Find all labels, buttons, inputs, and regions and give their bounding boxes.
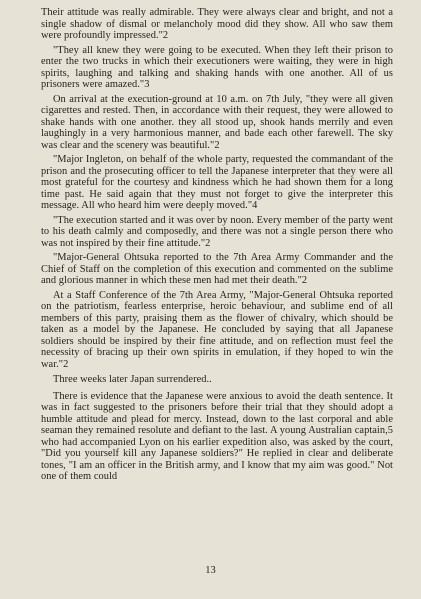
paragraph-8: Three weeks later Japan surrendered.. [53, 374, 212, 385]
paragraph-9: There is evidence that the Japanese were anxious to avoid the death sentence. It was in fact suggested to the prisoners before their trial that they should adopt a humble attitude and plead for mercy. Instead, down to the last corporal and able seaman they remained resolute and defiant to the last. A young Australian captain,5 who had accompanied Lyon on his earlier expedition also, was asked by the court, "Did you yourself kill any Japanese soldiers?" He replied in clear and deliberate tones, "I am an officer in the British army, and I know that my aim was good." Not one of them could [41, 390, 393, 482]
paragraph-6: "Major-General Ohtsuka reported to the 7th Area Army Commander and the Chief of Staff on the completion of this execution and commented on the sublime and glorious manner in which these men had met their death."2 [41, 252, 393, 286]
paragraph-2: "They all knew they were going to be executed. When they left their prison to enter the two trucks in which their executioners were waiting, they were in high spirits, laughing and talking and shaking hands with one another. All of us prisoners were amazed."3 [41, 44, 393, 90]
paragraph-3: On arrival at the execution-ground at 10 a.m. on 7th July, "they were all given cigarettes and rested. Then, in accordance with their request, they were allowed to shake hands with one another. they all stood up, shook hands merrily and even laughingly in a very harmonious manner, and bade each other farewell. The sky was clear and the scenery was beautiful."2 [41, 93, 393, 151]
paragraph-4: "Major Ingleton, on behalf of the whole party, requested the commandant of the prison and the prosecuting officer to tell the Japanese interpreter that they were all most grateful for the courtesy and kindness which he had shown them for a long time past. He said again that they must not forget to give the interpreter this message. All who heard him were deeply moved."4 [41, 154, 393, 211]
paragraph-5: "The execution started and it was over by noon. Every member of the party went to his death calmly and composedly, and there was not a single person there who was not inspired by their fine attitude."2 [41, 214, 393, 249]
paragraph-1: Their attitude was really admirable. They were always clear and bright, and not a single shadow of dismal or melancholy mood did they show. All who saw them were profoundly impressed."2 [41, 7, 393, 41]
page-number: 13 [205, 565, 216, 576]
paragraph-7: At a Staff Conference of the 7th Area Army, "Major-General Ohtsuka reported on the patriotism, fearless enterprise, heroic behaviour, and sublime end of all members of this party, praising them as the flower of chivalry, which should be taken as a model by the Japanese. He concluded by saying that all Japanese soldiers should be inspired by their fine attitude, and on reflection must feel the necessity of bracing up their own spirits in emulation, if they hoped to win the war."2 [41, 289, 393, 370]
